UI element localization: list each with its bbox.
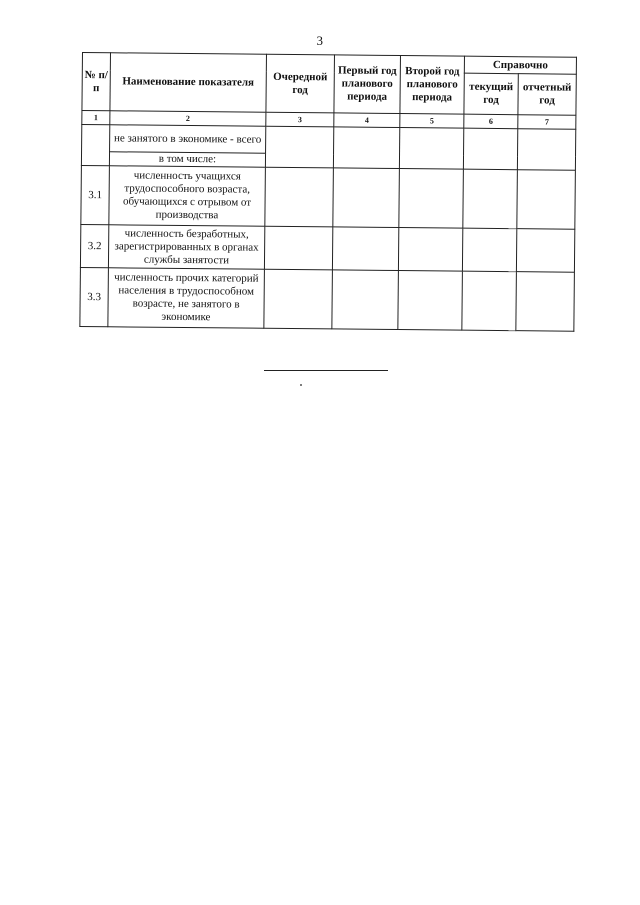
data-cell[interactable] <box>265 167 334 227</box>
data-cell[interactable] <box>264 269 333 329</box>
data-cell[interactable] <box>463 128 517 170</box>
indicator-table <box>79 52 577 332</box>
header-first-plan-year: Первый год планового периода <box>334 55 401 114</box>
data-cell[interactable] <box>333 127 399 169</box>
data-cell[interactable] <box>333 168 400 228</box>
data-cell[interactable] <box>462 228 516 272</box>
column-number: 5 <box>400 114 464 129</box>
row-number: 3.2 <box>80 224 108 267</box>
table-row <box>81 165 576 229</box>
column-number: 7 <box>518 115 576 130</box>
row-number: 3.3 <box>80 267 109 326</box>
row-label: численность прочих категорий населения в трудоспособном возрасте, не занятого в экономике <box>108 268 265 328</box>
page-number: 3 <box>316 33 324 48</box>
data-cell[interactable] <box>265 126 333 168</box>
data-cell[interactable] <box>399 128 463 170</box>
row-label: численность учащихся трудоспособного возраста, обучающихся с отрывом от производства <box>109 166 266 226</box>
column-number: 3 <box>266 112 334 127</box>
row-label: не занятого в экономике - всего <box>110 125 266 153</box>
row-number <box>81 125 109 166</box>
data-cell[interactable] <box>399 169 464 229</box>
header-current-year: текущий год <box>464 73 518 115</box>
table-row <box>80 267 575 331</box>
data-cell[interactable] <box>516 229 574 273</box>
data-cell[interactable] <box>517 170 576 230</box>
table-row <box>80 224 574 272</box>
header-next-year: Очередной год <box>266 54 335 113</box>
scan-speck <box>300 384 302 386</box>
data-cell[interactable] <box>264 226 332 270</box>
footer-divider <box>264 370 388 371</box>
row-label: в том числе: <box>109 152 265 167</box>
column-number: 1 <box>82 111 110 125</box>
data-cell[interactable] <box>517 129 575 171</box>
column-number: 6 <box>464 114 518 129</box>
column-number: 4 <box>334 113 400 128</box>
header-second-plan-year: Второй год планового периода <box>400 56 465 115</box>
header-reference: Справочно <box>464 56 576 74</box>
data-cell[interactable] <box>462 271 517 331</box>
data-cell[interactable] <box>516 272 575 332</box>
column-number: 2 <box>110 111 266 126</box>
header-indicator-name: Наименование показателя <box>110 53 267 112</box>
header-report-year: отчетный год <box>518 74 576 116</box>
data-cell[interactable] <box>398 271 463 331</box>
data-cell[interactable] <box>398 228 462 272</box>
data-cell[interactable] <box>332 270 399 330</box>
report-table-sheet <box>79 52 576 332</box>
data-cell[interactable] <box>332 227 398 271</box>
data-cell[interactable] <box>463 169 518 229</box>
row-label: численность безработных, зарегистрированных в органах службы занятости <box>108 225 264 269</box>
header-row-number: № п/п <box>82 53 111 111</box>
row-number: 3.1 <box>81 165 110 224</box>
